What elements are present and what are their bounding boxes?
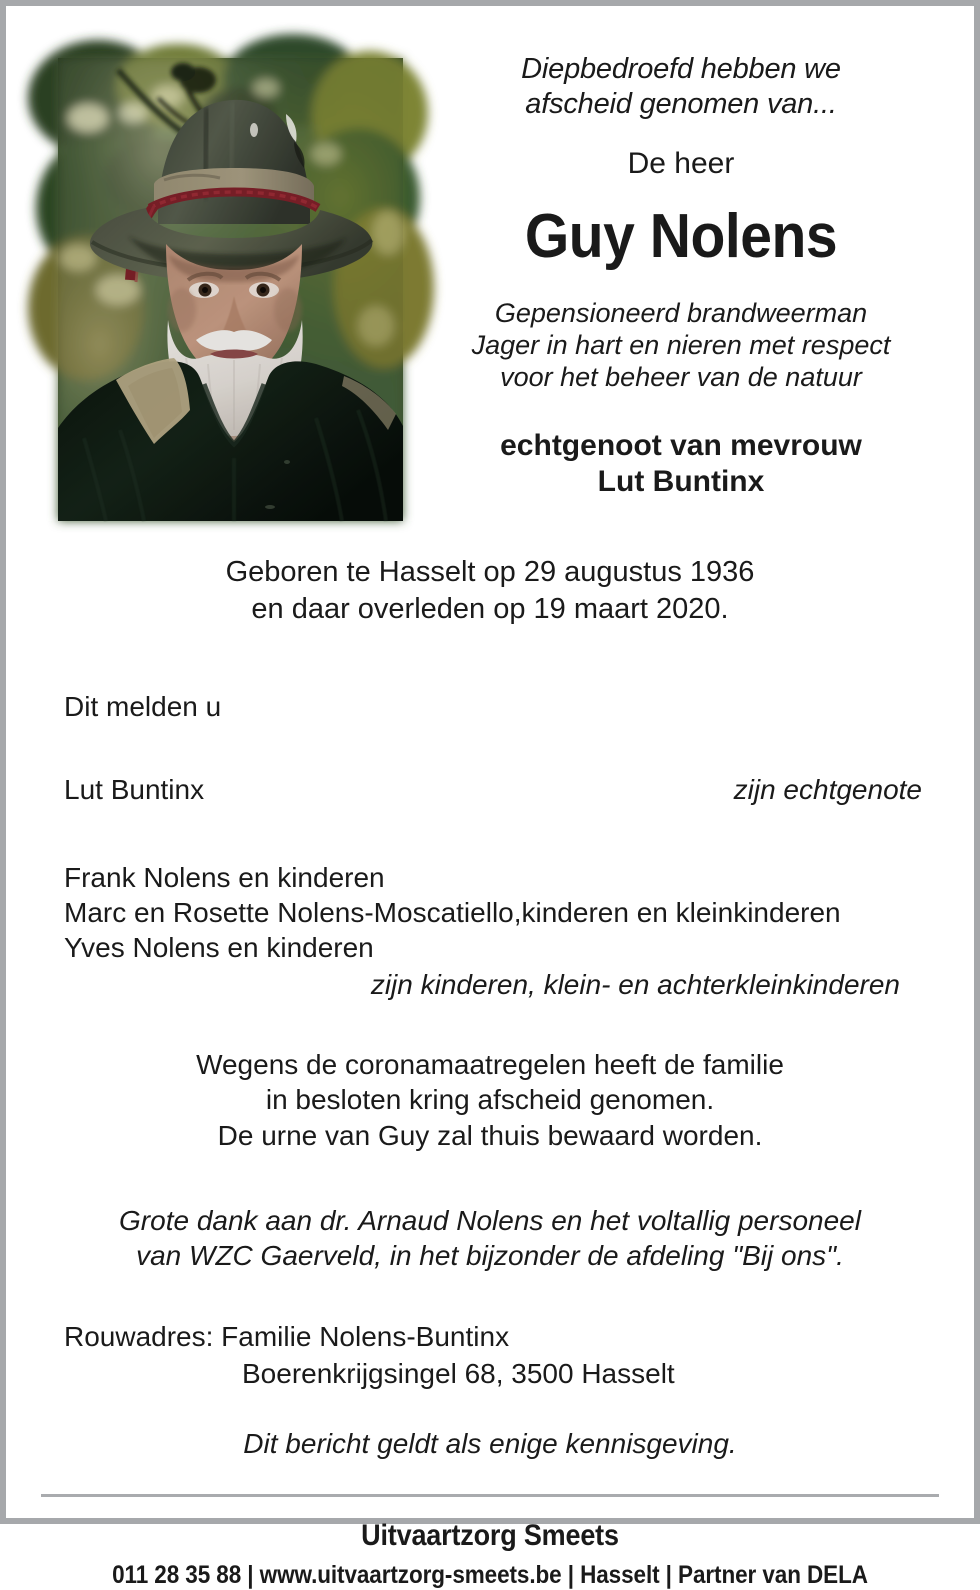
occupation-text bbox=[416, 298, 946, 394]
body-content bbox=[6, 554, 974, 1460]
survivor-spouse-name: Lut Buntinx bbox=[64, 773, 205, 805]
announcement-intro: Dit melden u bbox=[64, 691, 222, 723]
intro-text bbox=[416, 52, 946, 121]
mourning-address bbox=[64, 1319, 936, 1392]
survivor-spouse-row bbox=[44, 774, 936, 806]
intro-line-1: Diepbedroefd hebben we bbox=[521, 53, 841, 85]
corona-line-3: De urne van Guy zal thuis bewaard worden. bbox=[217, 1119, 763, 1151]
funeral-home-contact: 011 28 35 88 | www.uitvaartzorg-smeets.be | Hasselt | Partner van DELA bbox=[112, 1561, 868, 1590]
occupation-line-3: voor het beheer van de natuur bbox=[500, 361, 862, 392]
spouse-of-statement bbox=[416, 428, 946, 500]
headline-column bbox=[416, 52, 946, 500]
corona-line-1: Wegens de coronamaatregelen heeft de familie bbox=[196, 1048, 784, 1080]
corona-line-2: in besloten kring afscheid genomen. bbox=[265, 1084, 715, 1116]
intro-line-2: afscheid genomen van... bbox=[525, 87, 837, 120]
funeral-home-name: Uitvaartzorg Smeets bbox=[361, 1519, 619, 1553]
honorific: De heer bbox=[627, 147, 735, 180]
deceased-name: Guy Nolens bbox=[524, 202, 838, 271]
list-item: Yves Nolens en kinderen bbox=[64, 931, 374, 963]
thanks-line-2: van WZC Gaerveld, in het bijzonder de afdeling "Bij ons". bbox=[136, 1240, 844, 1272]
death-line: en daar overleden op 19 maart 2020. bbox=[251, 593, 729, 626]
thanks-line-1: Grote dank aan dr. Arnaud Nolens en het voltallig personeel bbox=[119, 1205, 861, 1237]
portrait-illustration bbox=[58, 58, 403, 521]
survivor-children-list bbox=[64, 860, 936, 965]
header-block bbox=[6, 6, 974, 536]
address-line-2: Boerenkrijgsingel 68, 3500 Hasselt bbox=[242, 1357, 675, 1389]
list-item: Marc en Rosette Nolens-Moscatiello,kinderen en kleinkinderen bbox=[64, 896, 841, 928]
occupation-line-1: Gepensioneerd brandweerman bbox=[494, 298, 868, 328]
address-line-1: Rouwadres: Familie Nolens-Buntinx bbox=[64, 1321, 510, 1353]
corona-measures-note bbox=[44, 1047, 936, 1154]
birth-death-dates bbox=[44, 554, 936, 628]
spouse-name: Lut Buntinx bbox=[597, 464, 765, 498]
thanks-note bbox=[44, 1203, 936, 1273]
occupation-line-2: Jager in hart en nieren met respect bbox=[471, 329, 891, 360]
birth-line: Geboren te Hasselt op 29 augustus 1936 bbox=[225, 556, 755, 588]
spouse-label: echtgenoot van mevrouw bbox=[500, 428, 862, 462]
sole-notice-text: Dit bericht geldt als enige kennisgeving. bbox=[243, 1428, 737, 1460]
survivor-children-relation: zijn kinderen, klein- en achterkleinkinderen bbox=[370, 968, 900, 1000]
list-item: Frank Nolens en kinderen bbox=[64, 861, 385, 893]
funeral-home-footer bbox=[6, 1497, 974, 1590]
survivor-spouse-relation: zijn echtgenote bbox=[733, 773, 922, 805]
deceased-portrait-photo bbox=[58, 58, 403, 521]
